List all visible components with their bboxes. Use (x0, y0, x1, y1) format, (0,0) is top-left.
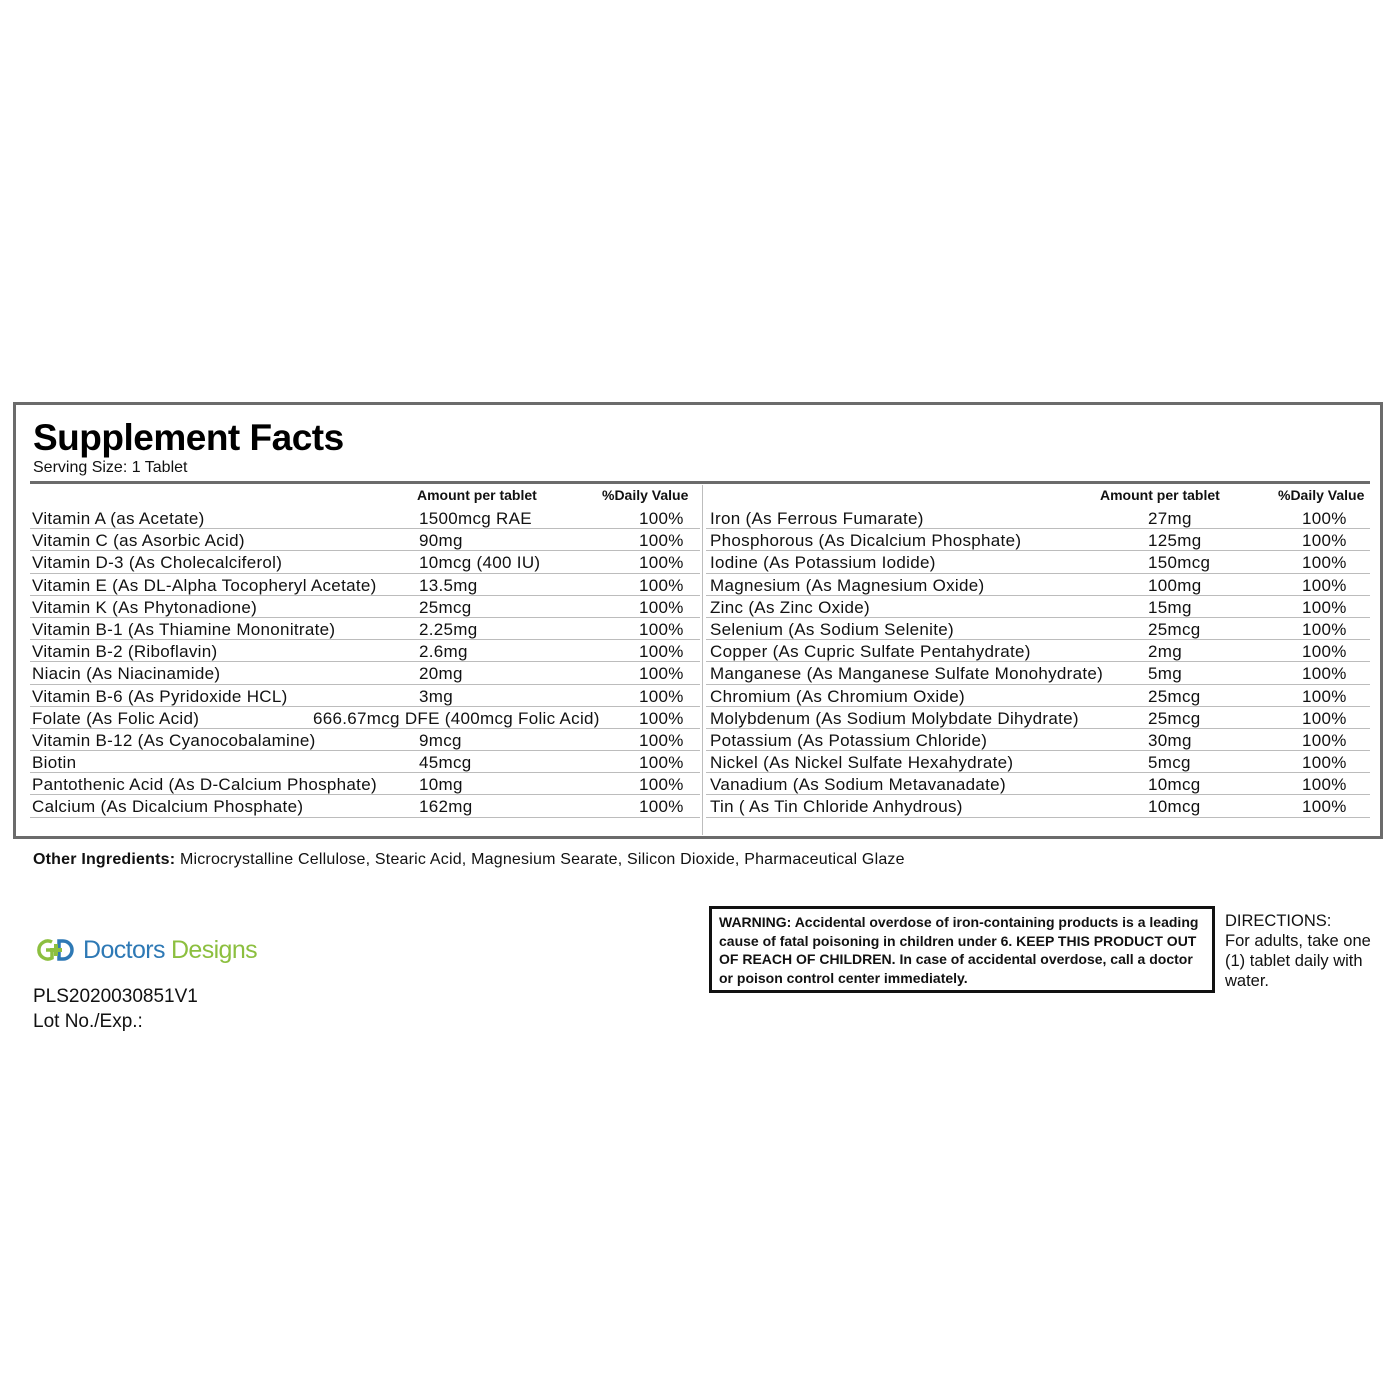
nutrient-name: Iron (As Ferrous Fumarate) (710, 509, 924, 528)
nutrient-amount: 25mcg (419, 597, 472, 617)
nutrient-daily-value: 100% (1302, 775, 1347, 795)
nutrient-row (30, 795, 700, 817)
nutrient-amount: 5mcg (1148, 753, 1191, 773)
nutrient-row (706, 574, 1370, 596)
nutrient-amount: 27mg (1148, 509, 1192, 528)
nutrient-row (30, 707, 700, 729)
nutrient-daily-value: 100% (1302, 797, 1347, 817)
nutrient-daily-value: 100% (1302, 531, 1347, 551)
nutrient-daily-value: 100% (639, 619, 684, 639)
directions (1225, 911, 1375, 991)
nutrient-name: Magnesium (As Magnesium Oxide) (710, 575, 985, 595)
right-nutrient-column (706, 485, 1370, 818)
nutrient-row (706, 662, 1370, 684)
nutrient-row (30, 662, 700, 684)
nutrient-amount: 25mcg (1148, 619, 1201, 639)
nutrient-name: Phosphorous (As Dicalcium Phosphate) (710, 531, 1022, 551)
nutrient-amount: 5mg (1148, 664, 1182, 684)
nutrient-row (30, 729, 700, 751)
nutrient-name: Copper (As Cupric Sulfate Pentahydrate) (710, 642, 1031, 662)
daily-value-header: %Daily Value (602, 487, 689, 503)
nutrient-daily-value: 100% (639, 686, 684, 706)
nutrient-daily-value: 100% (639, 509, 684, 528)
nutrient-row (30, 529, 700, 551)
product-code: PLS2020030851V1 (33, 986, 198, 1007)
left-nutrient-column (30, 485, 700, 818)
nutrient-row (706, 773, 1370, 795)
nutrient-row (706, 751, 1370, 773)
nutrient-daily-value: 100% (1302, 730, 1347, 750)
nutrient-row (30, 685, 700, 707)
left-column-header (30, 485, 700, 507)
nutrient-name: Niacin (As Niacinamide) (32, 664, 221, 684)
other-ingredients (33, 851, 905, 869)
nutrient-amount: 20mg (419, 664, 463, 684)
nutrient-name: Molybdenum (As Sodium Molybdate Dihydrate) (710, 708, 1079, 728)
right-column-header (706, 485, 1370, 507)
nutrient-row (30, 751, 700, 773)
nutrient-row (30, 640, 700, 662)
nutrient-amount: 9mcg (419, 730, 462, 750)
nutrient-row (706, 529, 1370, 551)
nutrient-amount: 10mcg (1148, 797, 1201, 817)
brand-name-doctors: Doctors (83, 935, 165, 964)
nutrient-name: Vitamin C (as Asorbic Acid) (32, 531, 245, 551)
nutrient-name: Pantothenic Acid (As D-Calcium Phosphate) (32, 775, 377, 795)
nutrient-amount: 100mg (1148, 575, 1202, 595)
nutrient-daily-value: 100% (1302, 642, 1347, 662)
nutrient-name: Vitamin D-3 (As Cholecalciferol) (32, 553, 283, 573)
serving-size: Serving Size: 1 Tablet (33, 459, 188, 476)
nutrient-row (706, 685, 1370, 707)
brand-name-designs: Designs (170, 935, 258, 964)
nutrient-daily-value: 100% (639, 797, 684, 817)
nutrient-daily-value: 100% (639, 597, 684, 617)
nutrient-daily-value: 100% (1302, 509, 1347, 528)
nutrient-row (30, 574, 700, 596)
nutrient-name: Iodine (As Potassium Iodide) (710, 553, 936, 573)
daily-value-header: %Daily Value (1278, 487, 1365, 503)
header-rule (30, 481, 1370, 484)
column-divider (702, 485, 703, 835)
nutrient-amount: 90mg (419, 531, 463, 551)
nutrient-amount: 2mg (1148, 642, 1182, 662)
nutrient-row (706, 795, 1370, 817)
nutrient-amount: 666.67mcg DFE (400mcg Folic Acid) (313, 708, 600, 728)
other-ingredients-text: Microcrystalline Cellulose, Stearic Acid, Magnesium Searate, Silicon Dioxide, Pharmaceutical Glaze (179, 851, 905, 868)
lot-expiry: Lot No./Exp.: (33, 1011, 143, 1032)
nutrient-name: Biotin (32, 753, 77, 773)
nutrient-row (706, 551, 1370, 573)
nutrient-amount: 45mcg (419, 753, 472, 773)
nutrient-name: Folate (As Folic Acid) (32, 708, 200, 728)
nutrient-row (30, 507, 700, 529)
nutrient-daily-value: 100% (639, 553, 684, 573)
nutrient-daily-value: 100% (1302, 553, 1347, 573)
nutrient-amount: 10mg (419, 775, 463, 795)
nutrient-row (30, 551, 700, 573)
other-ingredients-label: Other Ingredients: (33, 851, 176, 868)
directions-text: For adults, take one (1) tablet daily with water. (1225, 932, 1371, 990)
nutrient-amount: 30mg (1148, 730, 1192, 750)
nutrient-daily-value: 100% (639, 730, 684, 750)
nutrient-amount: 1500mcg RAE (419, 509, 532, 528)
nutrient-amount: 3mg (419, 686, 453, 706)
nutrient-row (30, 596, 700, 618)
amount-header: Amount per tablet (417, 487, 537, 503)
nutrient-daily-value: 100% (639, 642, 684, 662)
nutrient-name: Manganese (As Manganese Sulfate Monohydrate) (710, 664, 1104, 684)
nutrient-name: Vitamin B-1 (As Thiamine Mononitrate) (32, 619, 336, 639)
nutrient-amount: 25mcg (1148, 708, 1201, 728)
nutrient-row (706, 596, 1370, 618)
iron-warning-box: WARNING: Accidental overdose of iron-containing products is a leading cause of fatal poisoning in children under 6. KEEP THIS PRODUCT OUT OF REACH OF CHILDREN. In case of accidental overdose, call a doctor or poison control center immediately. (709, 906, 1215, 993)
nutrient-amount: 13.5mg (419, 575, 478, 595)
left-rows (30, 507, 700, 818)
nutrient-name: Selenium (As Sodium Selenite) (710, 619, 954, 639)
nutrient-name: Vitamin B-6 (As Pyridoxide HCL) (32, 686, 288, 706)
nutrient-daily-value: 100% (1302, 708, 1347, 728)
facts-title: Supplement Facts (33, 417, 344, 458)
amount-header: Amount per tablet (1100, 487, 1220, 503)
nutrient-amount: 15mg (1148, 597, 1192, 617)
supplement-facts-panel (13, 402, 1383, 839)
nutrient-name: Nickel (As Nickel Sulfate Hexahydrate) (710, 753, 1014, 773)
nutrient-row (706, 729, 1370, 751)
nutrient-name: Vitamin K (As Phytonadione) (32, 597, 258, 617)
right-rows (706, 507, 1370, 818)
nutrient-daily-value: 100% (639, 708, 684, 728)
nutrient-name: Tin ( As Tin Chloride Anhydrous) (710, 797, 963, 817)
nutrient-name: Zinc (As Zinc Oxide) (710, 597, 870, 617)
nutrient-name: Vitamin B-12 (As Cyanocobalamine) (32, 730, 316, 750)
nutrient-name: Potassium (As Potassium Chloride) (710, 730, 988, 750)
nutrient-daily-value: 100% (1302, 753, 1347, 773)
nutrient-name: Vanadium (As Sodium Metavanadate) (710, 775, 1006, 795)
nutrient-daily-value: 100% (1302, 575, 1347, 595)
nutrient-row (30, 773, 700, 795)
nutrient-daily-value: 100% (1302, 597, 1347, 617)
doctors-designs-logo-icon (33, 936, 78, 964)
nutrient-amount: 2.6mg (419, 642, 468, 662)
nutrient-name: Vitamin B-2 (Riboflavin) (32, 642, 218, 662)
nutrient-amount: 10mcg (1148, 775, 1201, 795)
nutrient-name: Calcium (As Dicalcium Phosphate) (32, 797, 304, 817)
nutrient-amount: 150mcg (1148, 553, 1211, 573)
nutrient-daily-value: 100% (1302, 686, 1347, 706)
nutrient-row (706, 707, 1370, 729)
nutrient-row (706, 618, 1370, 640)
nutrient-daily-value: 100% (639, 753, 684, 773)
nutrient-name: Chromium (As Chromium Oxide) (710, 686, 965, 706)
nutrient-amount: 10mcg (400 IU) (419, 553, 541, 573)
nutrient-amount: 2.25mg (419, 619, 478, 639)
nutrient-row (706, 640, 1370, 662)
nutrient-amount: 125mg (1148, 531, 1202, 551)
nutrient-amount: 25mcg (1148, 686, 1201, 706)
nutrient-name: Vitamin A (as Acetate) (32, 509, 205, 528)
nutrient-daily-value: 100% (639, 775, 684, 795)
nutrient-daily-value: 100% (1302, 619, 1347, 639)
nutrient-amount: 162mg (419, 797, 473, 817)
nutrient-name: Vitamin E (As DL-Alpha Tocopheryl Acetate) (32, 575, 377, 595)
nutrient-daily-value: 100% (639, 575, 684, 595)
nutrient-daily-value: 100% (639, 664, 684, 684)
brand-logo (33, 934, 257, 966)
nutrient-row (706, 507, 1370, 529)
nutrient-daily-value: 100% (1302, 664, 1347, 684)
nutrient-row (30, 618, 700, 640)
nutrient-daily-value: 100% (639, 531, 684, 551)
directions-title: DIRECTIONS: (1225, 912, 1332, 930)
